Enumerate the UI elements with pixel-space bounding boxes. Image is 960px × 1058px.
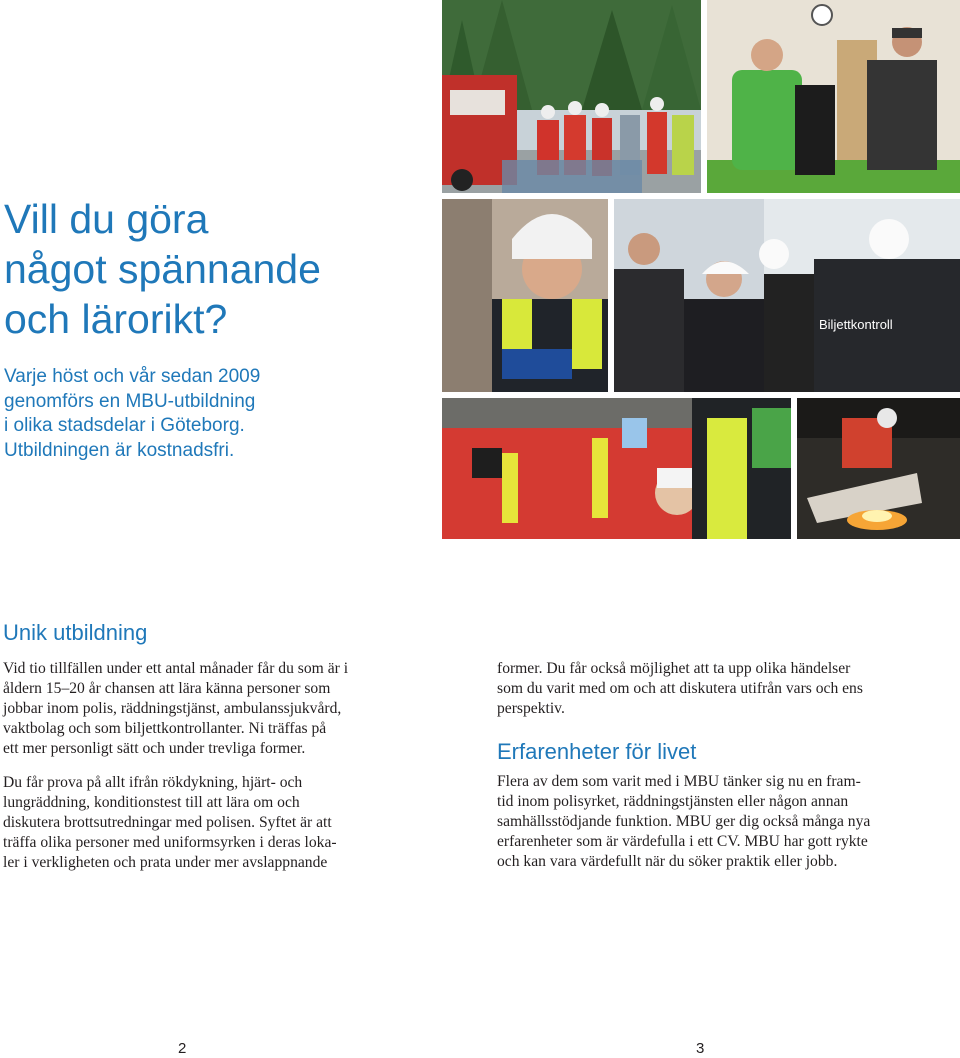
photo-security-guard-demo [707,0,960,193]
photo-firefighters-training [442,0,701,193]
text-line: träffa olika personer med uniformsyrken i deras loka- [3,834,337,851]
photo-ticket-inspectors-bus [614,199,960,392]
photo-smoke-diving-fire [797,398,960,539]
section-heading-erfarenheter: Erfarenheter för livet [497,739,697,764]
text-line: diskutera brottsutredningar med polisen. Syftet är att [3,814,332,831]
intro-line: i olika stadsdelar i Göteborg. [4,415,245,436]
page-headline [4,194,321,344]
body-column-right-continuation [497,659,917,733]
text-line: jobbar inom polis, räddningstjänst, ambulanssjukvård, [3,700,342,717]
intro-line: Varje höst och vår sedan 2009 [4,366,261,387]
text-line: lungräddning, konditionstest till att lära om och [3,794,300,811]
intro-text [4,365,260,463]
headline-line: och lärorikt? [4,296,228,342]
text-line: perspektiv. [497,700,565,717]
text-line: som du varit med om och att diskutera utifrån vars och ens [497,680,863,697]
text-line: ett mer personligt sätt och under trevliga former. [3,740,306,757]
body-column-left [3,659,375,887]
intro-line: genomförs en MBU-utbildning [4,390,256,412]
paragraph [3,659,375,759]
text-line: åldern 15–20 år chansen att lära känna personer som [3,680,331,697]
text-line: erfarenheter som är värdefulla i ett CV. MBU har gott rykte [497,833,868,850]
paragraph [497,659,917,719]
text-line: former. Du får också möjlighet att ta upp olika händelser [497,660,851,677]
photo-rescue-stretcher [442,398,791,539]
text-line: ler i verkligheten och prata under mer avslappnande [3,854,328,871]
page-number-right: 3 [696,1040,705,1057]
photo-police-officer [442,199,608,392]
section-heading-unik: Unik utbildning [3,620,148,645]
text-line: Flera av dem som varit med i MBU tänker sig nu en fram- [497,773,861,790]
headline-line: något spännande [4,246,321,292]
text-line: Du får prova på allt ifrån rökdykning, hjärt- och [3,774,303,791]
page-number-left: 2 [178,1040,187,1057]
biljettkontroll-label: Biljettkontroll [819,317,893,332]
body-column-right [497,772,917,886]
text-line: Vid tio tillfällen under ett antal månader får du som är i [3,660,349,677]
paragraph [497,772,917,872]
paragraph [3,773,375,873]
intro-line: Utbildningen är kostnadsfri. [4,439,235,461]
text-line: samhällsstödjande funktion. MBU ger dig också många nya [497,813,871,830]
text-line: tid inom polisyrket, räddningstjänsten eller någon annan [497,793,849,810]
headline-line: Vill du göra [4,196,209,242]
text-line: och kan vara värdefullt när du söker praktik eller jobb. [497,853,838,870]
text-line: vaktbolag och som biljettkontrollanter. Ni träffas på [3,720,327,737]
